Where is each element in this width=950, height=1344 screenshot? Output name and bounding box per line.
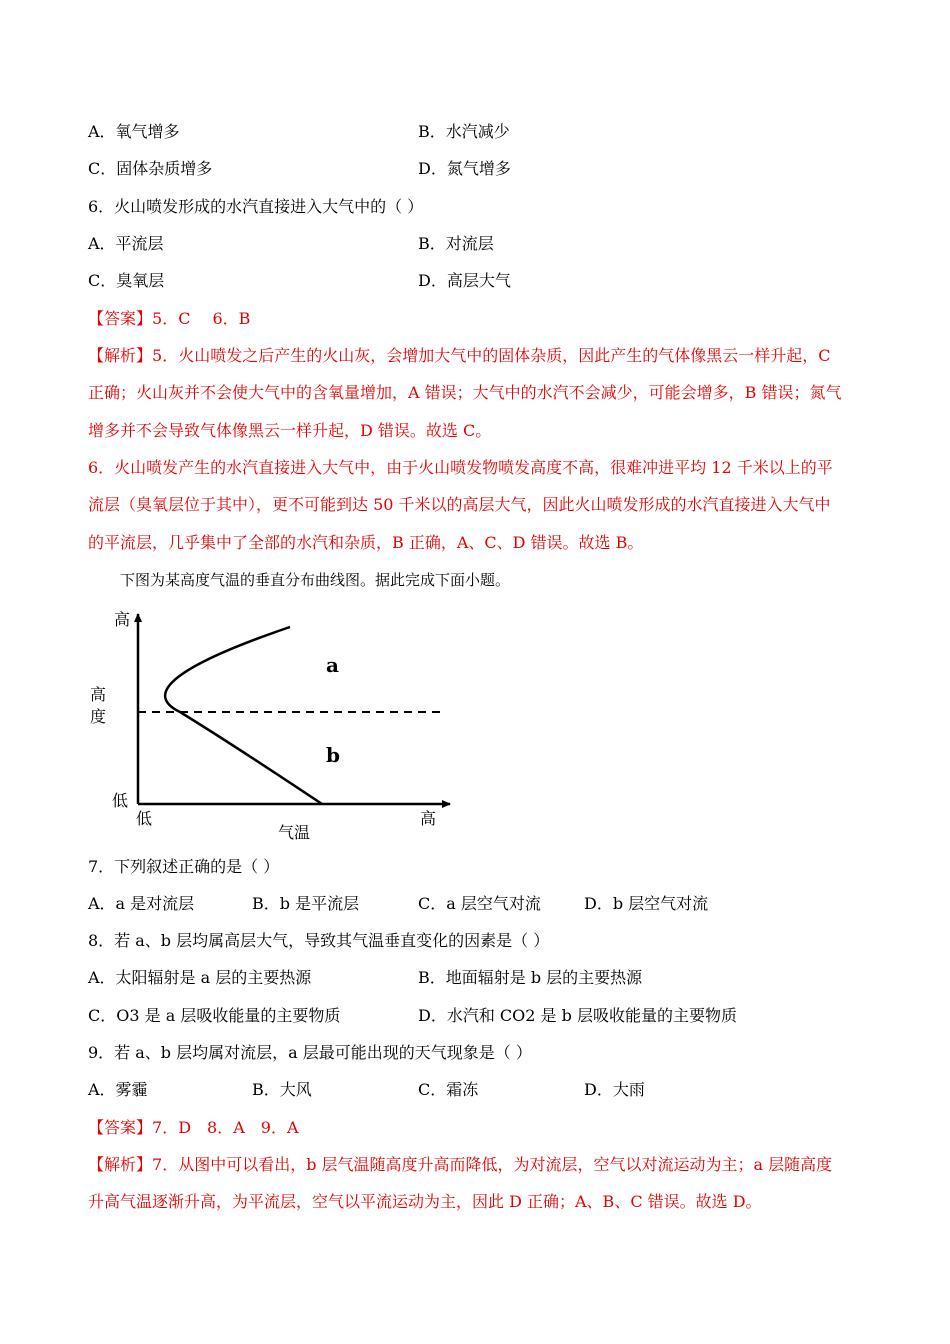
q6-option-a: A．平流层 [88,234,164,253]
q5-option-d: D．氮气增多 [418,159,511,178]
answer-6: 6．B [212,309,251,328]
q9-option-b: B．大风 [252,1080,312,1099]
analysis-1-line-6: 的平流层，几乎集中了全部的水汽和杂质，B 正确，A、C、D 错误。故选 B。 [88,533,644,552]
q8-option-b: B．地面辐射是 b 层的主要热源 [418,968,643,987]
figure-intro: 下图为某高度气温的垂直分布曲线图。据此完成下面小题。 [120,571,511,589]
answer-8: 8．A [207,1118,245,1137]
answer-label: 【答案】 [88,1118,153,1137]
analysis-label: 【解析】 [88,1155,153,1174]
q6-option-d: D．高层大气 [418,271,511,290]
y-axis-low-label: 低 [112,791,129,810]
analysis-1-text-1: 5．火山喷发之后产生的火山灰，会增加大气中的固体杂质，因此产生的气体像黑云一样升起，C [152,346,831,365]
analysis-2-text-1: 7．从图中可以看出，b 层气温随高度升高而降低，为对流层，空气以对流运动为主；a 层随高度 [152,1155,833,1174]
q9-stem: 9．若 a、b 层均属对流层，a 层最可能出现的天气现象是（ ） [88,1043,532,1062]
answer-block-1 [88,309,250,329]
analysis-1-line-5: 流层（臭氧层位于其中），更不可能到达 50 千米以的高层大气，因此火山喷发形成的水汽直接进入大气中 [88,495,831,514]
temperature-curve [165,627,322,804]
q5-option-c: C．固体杂质增多 [88,159,213,178]
answer-9: 9．A [260,1118,299,1137]
analysis-2-line-2: 升高气温逐渐升高，为平流层，空气以平流运动为主，因此 D 正确；A、B、C 错误。故选 D。 [88,1192,762,1211]
y-axis-title-top: 高 [90,685,107,704]
temperature-altitude-figure [82,604,462,844]
answer-label: 【答案】 [88,309,153,328]
answer-block-2 [88,1118,299,1138]
q6-stem: 6．火山喷发形成的水汽直接进入大气中的（ ） [88,197,424,216]
q7-option-a: A．a 是对流层 [88,894,195,913]
q5-option-a: A．氧气增多 [88,122,180,141]
answer-7: 7．D [152,1118,192,1137]
answer-5: 5．C [152,309,191,328]
layer-b-label: b [326,743,340,767]
y-axis-title-bottom: 度 [90,707,107,726]
q8-option-d: D．水汽和 CO2 是 b 层吸收能量的主要物质 [418,1006,737,1025]
analysis-1-line-4: 6．火山喷发产生的水汽直接进入大气中，由于火山喷发物喷发高度不高，很难冲进平均 12 千米以上的平 [88,458,833,477]
q8-option-a: A．太阳辐射是 a 层的主要热源 [88,968,312,987]
q7-option-c: C．a 层空气对流 [418,894,541,913]
analysis-1-line-3: 增多并不会导致气体像黑云一样升起，D 错误。故选 C。 [88,421,492,440]
q6-option-b: B．对流层 [418,234,494,253]
q9-option-c: C．霜冻 [418,1080,479,1099]
q6-option-c: C．臭氧层 [88,271,165,290]
x-axis-title: 气温 [278,823,311,842]
y-axis-high-label: 高 [114,610,131,629]
q7-option-b: B．b 是平流层 [252,894,360,913]
q8-stem: 8．若 a、b 层均属高层大气，导致其气温垂直变化的因素是（ ） [88,931,550,950]
analysis-1-line-1 [88,346,830,366]
analysis-1-line-2: 正确；火山灰并不会使大气中的含氧量增加，A 错误；大气中的水汽不会减少，可能会增多，B 错误；氮气 [88,383,842,402]
q5-option-b: B．水汽减少 [418,122,510,141]
x-axis-high-label: 高 [420,809,437,828]
q8-option-c: C．O3 是 a 层吸收能量的主要物质 [88,1006,341,1025]
layer-a-label: a [326,653,339,677]
q7-option-d: D．b 层空气对流 [584,894,709,913]
q9-option-a: A．雾霾 [88,1080,148,1099]
q9-option-d: D．大雨 [584,1080,645,1099]
x-axis-low-label: 低 [136,809,153,828]
q7-stem: 7．下列叙述正确的是（ ） [88,857,280,876]
analysis-label: 【解析】 [88,346,153,365]
analysis-2-line-1 [88,1155,832,1175]
